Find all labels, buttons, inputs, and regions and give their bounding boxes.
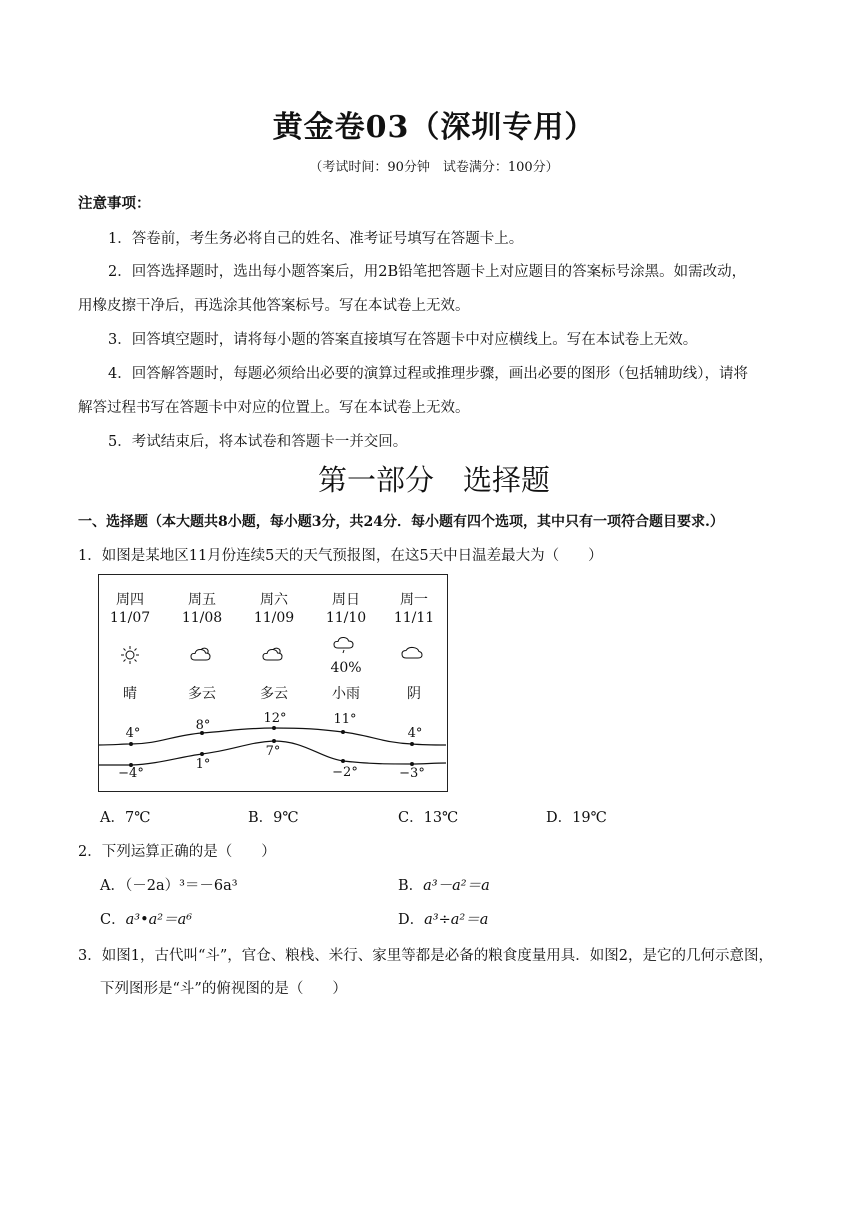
section-instruction: 一、选择题（本大题共8小题，每小题3分，共24分．每小题有四个选项，其中只有一项符合题目要求.） [78,514,724,530]
rain-probability: 40% [330,660,362,676]
q1-option-d: D．19℃ [546,810,607,826]
q2-option-d-label: D． [398,912,425,928]
q2-option-c-label: C． [100,912,126,928]
q2-option-d [398,908,488,929]
low-point-3 [272,739,276,743]
q1-option-b: B．9℃ [248,810,299,826]
q2-option-b [398,874,490,895]
weekday-1: 周四 [116,592,144,608]
weather-4: 小雨 [332,686,360,702]
q2-option-b-label: B． [398,878,424,894]
date-4: 11/10 [325,610,367,626]
high-point-3 [272,726,276,730]
q3-stem-line2: 下列图形是“斗”的俯视图的是（ ） [100,981,347,997]
section-title: 第一部分 选择题 [317,463,550,497]
notice-item-5: 5．考试结束后，将本试卷和答题卡一并交回。 [108,434,408,450]
notice-item-4: 4．回答解答题时，每题必须给出必要的演算过程或推理步骤，画出必要的图形（包括辅助线），请将 [108,366,748,382]
low-temp-1: −4° [118,766,144,781]
q2-option-d-text: a³÷a²＝a [424,912,489,928]
high-temp-5: 4° [407,726,423,741]
q3-stem-line1: 3．如图1，古代叫“斗”，官仓、粮栈、米行、家里等都是必备的粮食度量用具．如图2，是它的几何示意图， [78,948,773,964]
high-temp-3: 12° [263,711,287,726]
high-temp-1: 4° [125,726,141,741]
high-point-1 [129,742,133,746]
high-temp-2: 8° [195,718,211,733]
q2-option-a-text: （－2a）³＝－6a³ [124,878,238,894]
weather-forecast-figure [98,574,448,792]
weather-3: 多云 [260,686,288,702]
notice-item-2-cont: 用橡皮擦干净后，再选涂其他答案标号。写在本试卷上无效。 [78,298,470,314]
weekday-4: 周日 [332,592,360,608]
weekday-3: 周六 [260,592,288,608]
date-3: 11/09 [253,610,295,626]
q2-option-a-label: A． [100,878,125,894]
q1-option-a: A．7℃ [100,810,151,826]
date-2: 11/08 [181,610,223,626]
low-temp-2: 1° [195,757,211,772]
weather-2: 多云 [188,686,216,702]
q2-stem: 2．下列运算正确的是（ ） [78,844,276,860]
q1-option-c: C．13℃ [398,810,459,826]
weather-1: 晴 [123,686,137,702]
notice-item-4-cont: 解答过程书写在答题卡中对应的位置上。写在本试卷上无效。 [78,400,470,416]
low-temp-4: −2° [332,765,358,780]
high-point-5 [410,742,414,746]
notice-item-2: 2．回答选择题时，选出每小题答案后，用2B铅笔把答题卡上对应题目的答案标号涂黑。如需改动， [108,264,747,280]
weekday-5: 周一 [400,592,428,608]
weekday-2: 周五 [188,592,216,608]
low-temp-3: 7° [265,744,281,759]
exam-subtitle: （考试时间：90分钟 试卷满分：100分） [309,160,559,175]
low-point-2 [200,752,204,756]
q2-option-c [100,908,192,929]
notice-heading: 注意事项： [78,195,151,212]
low-temp-5: −3° [399,766,425,781]
high-temp-4: 11° [333,712,357,727]
high-point-4 [341,730,345,734]
q2-option-b-text: a³－a²＝a [423,878,490,894]
weather-5: 阴 [407,686,421,702]
date-5: 11/11 [393,610,435,626]
notice-item-1: 1．答卷前，考生务必将自己的姓名、准考证号填写在答题卡上。 [108,231,524,247]
date-1: 11/07 [109,610,151,626]
low-point-4 [341,759,345,763]
notice-item-3: 3．回答填空题时，请将每小题的答案直接填写在答题卡中对应横线上。写在本试卷上无效。 [108,332,698,348]
q2-option-c-text: a³•a²＝a⁶ [125,912,193,928]
q2-option-a [100,874,238,895]
q1-stem: 1．如图是某地区11月份连续5天的天气预报图，在这5天中日温差最大为（ ） [78,548,603,564]
exam-title: 黄金卷03（深圳专用） [272,110,596,145]
